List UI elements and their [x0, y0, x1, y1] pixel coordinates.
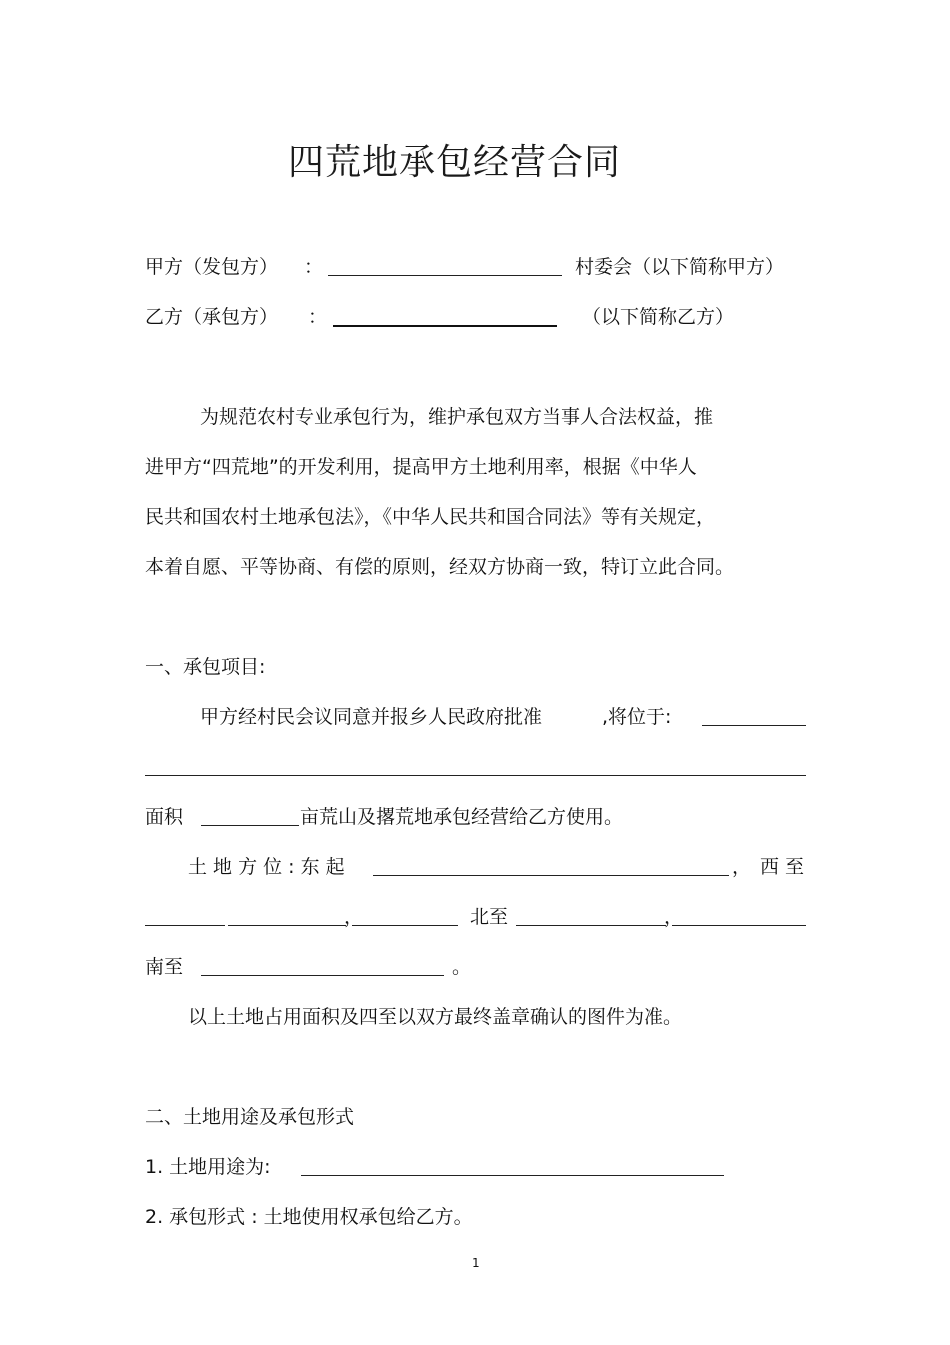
south-period: 。	[452, 956, 472, 978]
page-number: 1	[472, 1256, 480, 1270]
intro-line-2: 进甲方“四荒地”的开发利用，提高甲方土地利用率，根据《中华人	[145, 456, 697, 478]
section-2-heading: 二、土地用途及承包形式	[145, 1106, 355, 1128]
party-b-label: 乙方（承包方）	[145, 306, 279, 328]
party-a-suffix: 村委会（以下简称甲方）	[575, 256, 785, 278]
section-1-heading: 一、承包项目:	[145, 656, 266, 678]
section-2-item-1: 1. 土地用途为:	[145, 1156, 271, 1178]
east-comma: ，	[732, 856, 752, 878]
location-label: 土 地 方 位 : 东 起	[188, 856, 345, 878]
section-2-item-2: 2. 承包形式 : 土地使用权承包给乙方。	[145, 1206, 473, 1228]
west-comma: ，	[344, 906, 364, 928]
area-suffix: 亩荒山及撂荒地承包经营给乙方使用。	[300, 806, 624, 828]
party-a-colon: ：	[304, 256, 324, 278]
intro-line-1: 为规范农村专业承包行为，维护承包双方当事人合法权益，推	[200, 406, 714, 428]
west-blank-a	[145, 925, 225, 926]
west-label: 西 至	[760, 856, 805, 878]
party-a-label: 甲方（发包方）	[145, 256, 279, 278]
location-blank-1	[702, 725, 806, 726]
party-a-blank	[328, 275, 562, 276]
west-blank-c	[352, 925, 458, 926]
north-comma: ，	[664, 906, 684, 928]
party-b-suffix: （以下简称乙方）	[582, 306, 735, 328]
west-blank-b	[228, 925, 346, 926]
intro-line-4: 本着自愿、平等协商、有偿的原则，经双方协商一致，特订立此合同。	[145, 556, 735, 578]
section-1-note: 以上土地占用面积及四至以双方最终盖章确认的图件为准。	[188, 1006, 683, 1028]
party-b-colon: ：	[308, 306, 328, 328]
area-prefix: 面积	[145, 806, 184, 828]
section-1-line-1-tail: ,将位于:	[602, 706, 672, 728]
page-title: 四荒地承包经营合同	[288, 142, 622, 183]
south-label: 南至	[145, 956, 184, 978]
location-blank-2	[145, 775, 806, 776]
south-blank	[201, 975, 444, 976]
east-blank	[373, 875, 729, 876]
north-blank-b	[672, 925, 806, 926]
section-1-line-1: 甲方经村民会议同意并报乡人民政府批准	[200, 706, 543, 728]
area-blank	[201, 825, 299, 826]
land-use-blank	[301, 1175, 724, 1176]
north-label: 北至	[470, 906, 509, 928]
party-b-blank	[333, 325, 557, 327]
intro-line-3: 民共和国农村土地承包法》，《中华人民共和国合同法》等有关规定，	[145, 506, 716, 528]
north-blank-a	[516, 925, 666, 926]
